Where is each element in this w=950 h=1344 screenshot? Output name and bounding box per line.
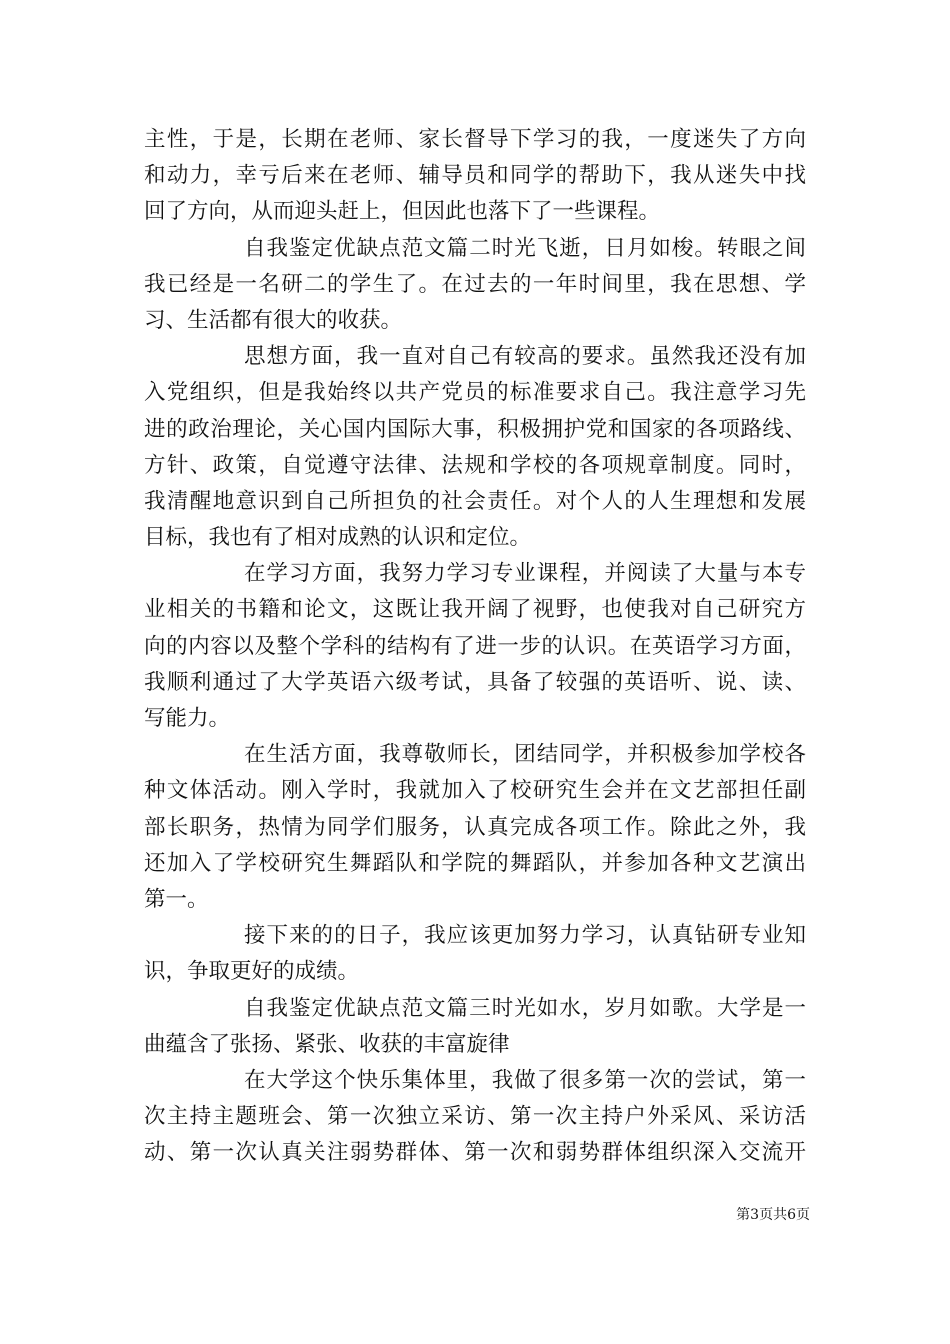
text-line: 种文体活动。刚入学时，我就加入了校研究生会并在文艺部担任副: [144, 778, 806, 804]
page-number-footer: 第3页共6页: [736, 1207, 810, 1223]
text-line: 回了方向，从而迎头赶上，但因此也落下了一些课程。: [144, 199, 661, 225]
text-line: 识，争取更好的成绩。: [144, 959, 360, 985]
text-line: 写能力。: [144, 706, 231, 731]
text-line: 习、生活都有很大的收获。: [144, 307, 403, 333]
text-line: 方针、政策，自觉遵守法律、法规和学校的各项规章制度。同时，: [144, 452, 806, 478]
text-line: 目标，我也有了相对成熟的认识和定位。: [144, 525, 532, 551]
text-line: 入党组织，但是我始终以共产党员的标准要求自己。我注意学习先: [144, 380, 806, 406]
text-line: 思想方面，我一直对自己有较高的要求。虽然我还没有加: [244, 344, 806, 370]
text-line: 我顺利通过了大学英语六级考试，具备了较强的英语听、说、读、: [144, 669, 806, 695]
text-line: 第一。: [144, 886, 209, 912]
body-text: [144, 122, 806, 1171]
text-line: 向的内容以及整个学科的结构有了进一步的认识。在英语学习方面，: [144, 633, 806, 659]
text-line: 我清醒地意识到自己所担负的社会责任。对个人的人生理想和发展: [144, 488, 806, 514]
text-line: 动、第一次认真关注弱势群体、第一次和弱势群体组织深入交流开: [144, 1140, 806, 1166]
text-line: 次主持主题班会、第一次独立采访、第一次主持户外采风、采访活: [144, 1104, 806, 1130]
text-line: 主性，于是，长期在老师、家长督导下学习的我，一度迷失了方向: [144, 127, 806, 152]
text-line: 我已经是一名研二的学生了。在过去的一年时间里，我在思想、学: [144, 271, 806, 297]
text-line: 自我鉴定优缺点范文篇二时光飞逝，日月如梭。转眼之间: [244, 235, 806, 261]
text-line: 业相关的书籍和论文，这既让我开阔了视野，也使我对自己研究方: [144, 597, 806, 623]
text-line: 在学习方面，我努力学习专业课程，并阅读了大量与本专: [244, 561, 806, 587]
text-line: 在生活方面，我尊敬师长，团结同学，并积极参加学校各: [244, 742, 806, 768]
text-line: 部长职务，热情为同学们服务，认真完成各项工作。除此之外，我: [144, 814, 806, 840]
text-line: 和动力，幸亏后来在老师、辅导员和同学的帮助下，我从迷失中找: [144, 163, 806, 189]
text-line: 还加入了学校研究生舞蹈队和学院的舞蹈队，并参加各种文艺演出: [144, 850, 806, 876]
text-line: 在大学这个快乐集体里，我做了很多第一次的尝试，第一: [244, 1067, 806, 1093]
text-line: 接下来的的日子，我应该更加努力学习，认真钻研专业知: [244, 923, 806, 949]
text-line: 进的政治理论，关心国内国际大事，积极拥护党和国家的各项路线、: [144, 416, 806, 442]
text-line: 自我鉴定优缺点范文篇三时光如水，岁月如歌。大学是一: [244, 995, 806, 1021]
text-line: 曲蕴含了张扬、紧张、收获的丰富旋律: [144, 1031, 510, 1057]
